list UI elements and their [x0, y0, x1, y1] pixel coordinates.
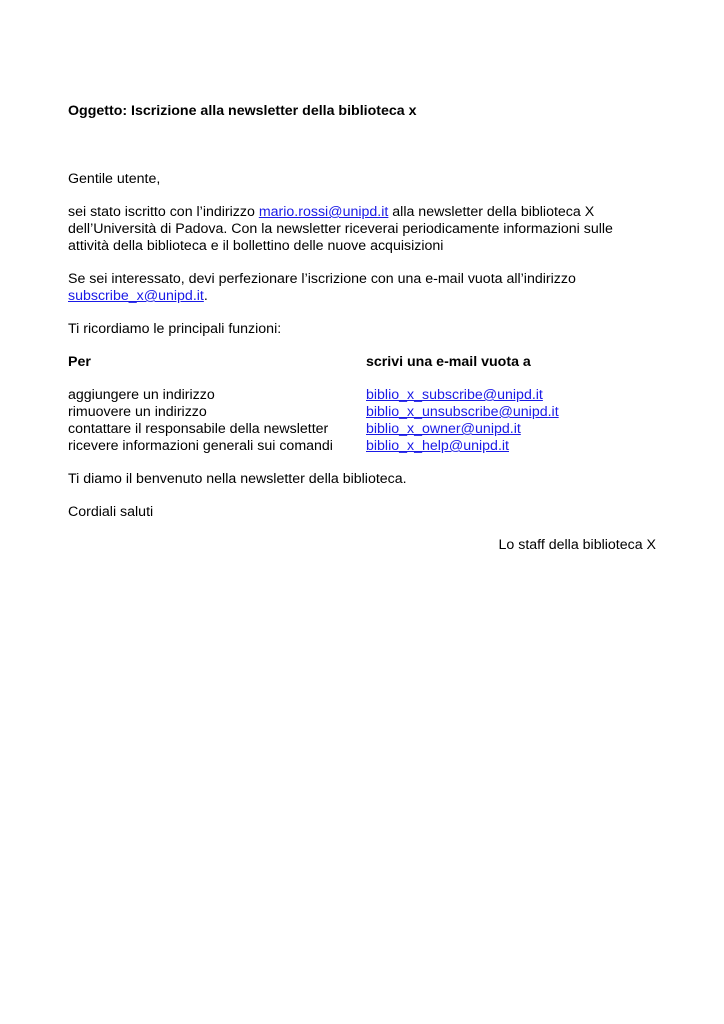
signature: Lo staff della biblioteca X	[498, 537, 656, 553]
closing-text: Cordiali saluti	[68, 504, 154, 520]
letter-body	[68, 103, 656, 554]
confirm-text-before: Se sei interessato, devi perfezionare l’iscrizione con una e-mail vuota all’indirizzo	[68, 271, 576, 287]
owner-command-link[interactable]: biblio_x_owner@unipd.it	[366, 421, 521, 437]
table-row	[68, 421, 656, 438]
subscribe-command-link[interactable]: biblio_x_subscribe@unipd.it	[366, 387, 543, 403]
header-action: Per	[68, 354, 91, 370]
unsubscribe-command-link[interactable]: biblio_x_unsubscribe@unipd.it	[366, 404, 559, 420]
subscribe-email-link[interactable]: subscribe_x@unipd.it	[68, 288, 204, 304]
intro-paragraph	[68, 204, 656, 255]
user-email-link[interactable]: mario.rossi@unipd.it	[258, 204, 389, 220]
functions-table-header	[68, 354, 656, 371]
reminder-text: Ti ricordiamo le principali funzioni:	[68, 321, 282, 337]
confirm-text-after: .	[203, 288, 208, 304]
subject-line: Oggetto: Iscrizione alla newsletter della biblioteca x	[68, 103, 417, 119]
welcome-text: Ti diamo il benvenuto nella newsletter della biblioteca.	[68, 471, 407, 487]
table-row	[68, 387, 656, 404]
row-action: rimuovere un indirizzo	[68, 404, 207, 420]
intro-text-after: alla newsletter della biblioteca X dell’Università di Padova. Con la newsletter riceverai periodicamente informazioni sulle attività della biblioteca e il bollettino delle nuove acquisizioni	[68, 204, 613, 254]
help-command-link[interactable]: biblio_x_help@unipd.it	[366, 438, 509, 454]
header-email: scrivi una e-mail vuota a	[366, 354, 531, 370]
row-action: aggiungere un indirizzo	[68, 387, 215, 403]
greeting: Gentile utente,	[68, 171, 161, 187]
intro-text-before: sei stato iscritto con l’indirizzo	[68, 204, 259, 220]
table-row	[68, 438, 656, 455]
row-action: ricevere informazioni generali sui comandi	[68, 438, 333, 454]
functions-table	[68, 387, 656, 455]
confirm-paragraph	[68, 271, 656, 305]
table-row	[68, 404, 656, 421]
row-action: contattare il responsabile della newsletter	[68, 421, 329, 437]
